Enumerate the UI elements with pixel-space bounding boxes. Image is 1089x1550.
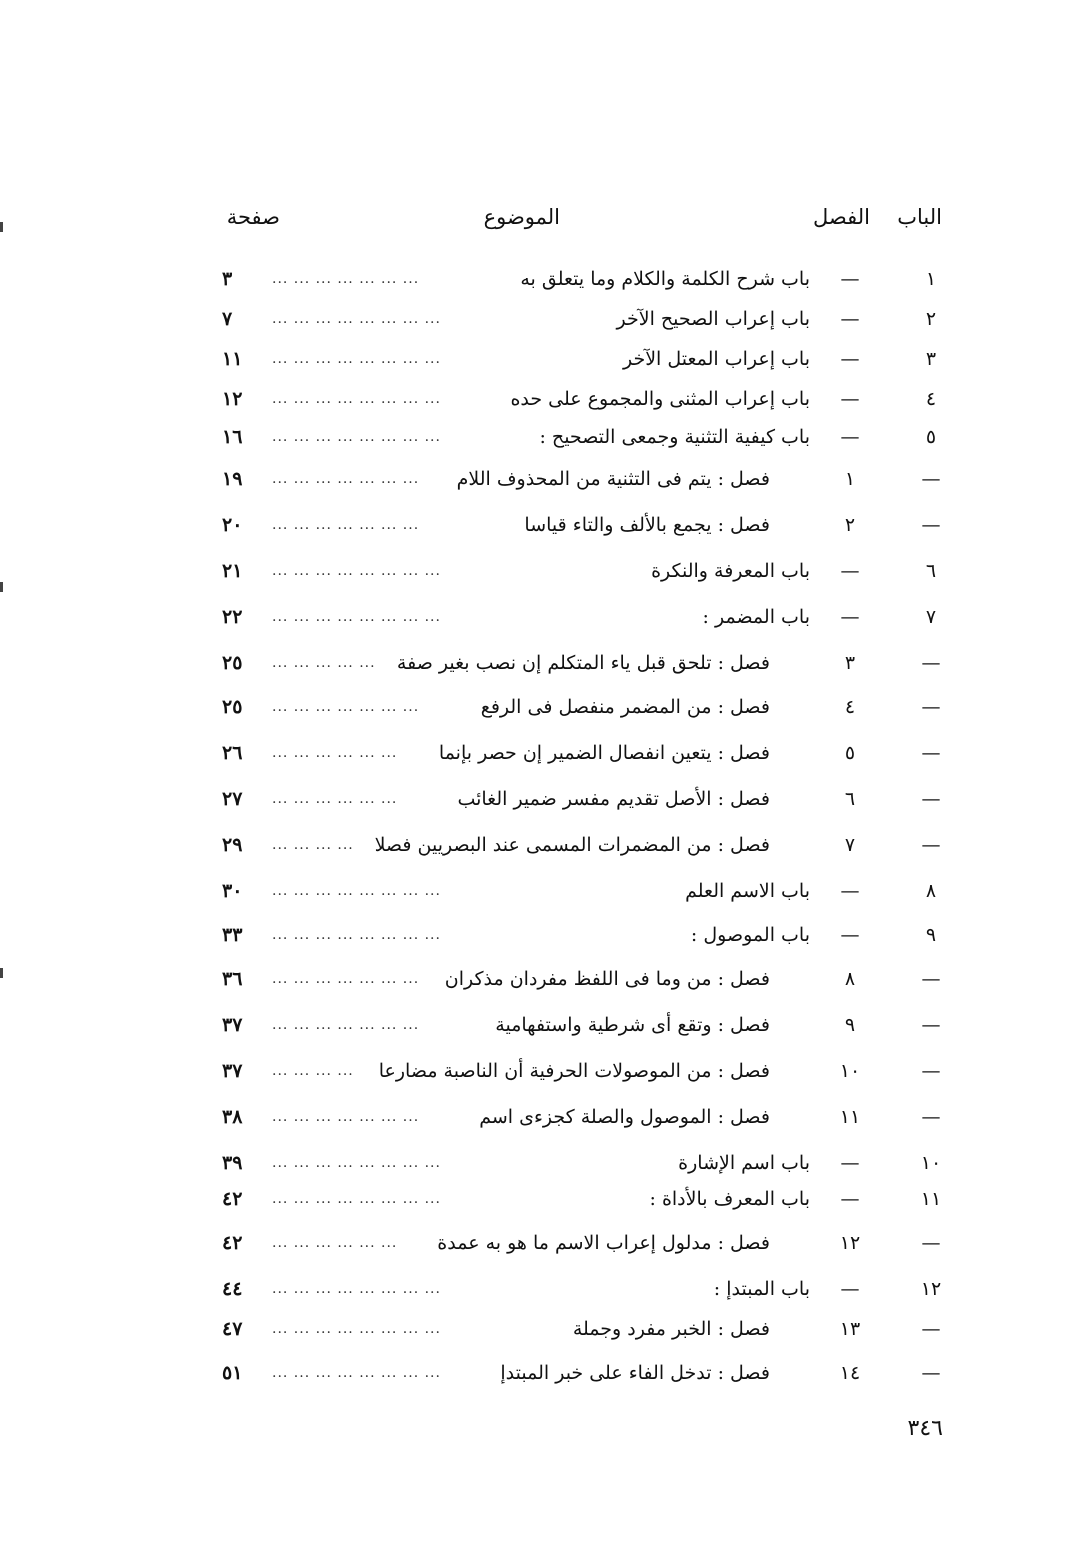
toc-row-fasl [220, 1008, 950, 1042]
row-page-number: ٣٠ [222, 880, 243, 902]
row-fasl-number: ١١ [839, 1106, 861, 1128]
row-leader-dots: ... ... ... ... ... ... ... ... [272, 351, 441, 367]
row-fasl-number: — [840, 924, 860, 946]
header-fasl: الفصل [813, 205, 870, 229]
toc-row-fasl [220, 1312, 950, 1346]
row-page-number: ٢١ [222, 560, 243, 582]
row-bab-number: ١ [925, 268, 937, 290]
row-leader-dots: ... ... ... ... [272, 1063, 354, 1079]
row-leader-dots: ... ... ... ... ... ... ... ... [272, 1365, 441, 1381]
row-leader-dots: ... ... ... ... ... ... ... ... [272, 391, 441, 407]
toc-row-bab [220, 874, 950, 908]
toc-row-bab [220, 382, 950, 416]
toc-row-fasl [220, 646, 950, 680]
row-fasl-number: ٤ [844, 696, 856, 718]
row-page-number: ٢٦ [222, 742, 243, 764]
row-title: فصل : من المضمر منفصل فى الرفع [480, 696, 770, 718]
row-page-number: ١٩ [222, 468, 243, 490]
row-title: فصل : الموصول والصلة كجزءى اسم [479, 1106, 770, 1128]
row-page-number: ٢٥ [222, 652, 243, 674]
row-fasl-number: ١ [844, 468, 856, 490]
toc-row-fasl [220, 1226, 950, 1260]
row-bab-number: — [921, 652, 941, 674]
row-fasl-number: — [840, 606, 860, 628]
row-title: فصل : يتم فى التثنية من المحذوف اللام [456, 468, 770, 490]
row-leader-dots: ... ... ... ... ... ... ... ... [272, 1191, 441, 1207]
row-page-number: ٣٦ [222, 968, 243, 990]
row-bab-number: ٤ [925, 388, 937, 410]
row-fasl-number: — [840, 560, 860, 582]
row-fasl-number: — [840, 880, 860, 902]
row-page-number: ٢٥ [222, 696, 243, 718]
row-leader-dots: ... ... ... ... ... ... ... [272, 271, 420, 287]
row-title: باب شرح الكلمة والكلام وما يتعلق به [520, 268, 810, 290]
row-bab-number: ٩ [925, 924, 937, 946]
toc-row-fasl [220, 1356, 950, 1390]
row-bab-number: ٦ [925, 560, 937, 582]
toc-row-fasl [220, 962, 950, 996]
row-page-number: ٣٩ [222, 1152, 243, 1174]
row-bab-number: — [921, 834, 941, 856]
row-fasl-number: ١٢ [839, 1232, 861, 1254]
row-bab-number: — [921, 1106, 941, 1128]
row-page-number: ٣٣ [222, 924, 243, 946]
header-page: صفحة [226, 205, 280, 229]
row-leader-dots: ... ... ... ... ... ... ... ... [272, 883, 441, 899]
row-bab-number: — [921, 1014, 941, 1036]
row-title: فصل : وتقع أى شرطية واستفهامية [495, 1014, 770, 1036]
row-title: فصل : مدلول إعراب الاسم ما هو به عمدة [437, 1232, 770, 1254]
row-leader-dots: ... ... ... ... ... ... ... ... [272, 429, 441, 445]
row-title: فصل : يتعين انفصال الضمير إن حصر بإنما [438, 742, 770, 764]
toc-row-fasl [220, 828, 950, 862]
row-leader-dots: ... ... ... ... ... ... ... [272, 971, 420, 987]
row-leader-dots: ... ... ... ... ... ... [272, 1235, 398, 1251]
toc-row-bab [220, 1272, 950, 1306]
row-fasl-number: — [840, 1278, 860, 1300]
row-title: باب الموصول : [690, 924, 810, 946]
toc-row-bab [220, 1146, 950, 1180]
row-leader-dots: ... ... ... ... ... ... ... ... [272, 1155, 441, 1171]
row-title: فصل : تدخل الفاء على خبر المبتدإ [500, 1362, 770, 1384]
row-title: باب المعرفة والنكرة [651, 560, 810, 582]
row-title: باب اسم الإشارة [678, 1152, 810, 1174]
row-page-number: ٣٧ [222, 1060, 243, 1082]
row-title: باب المعرف بالأداة : [649, 1188, 810, 1210]
row-fasl-number: ١٤ [839, 1362, 861, 1384]
toc-row-fasl [220, 462, 950, 496]
row-title: باب المبتدإ : [713, 1278, 810, 1300]
row-title: فصل : الأصل تقديم مفسر ضمير الغائب [457, 788, 770, 810]
row-leader-dots: ... ... ... ... ... ... ... ... [272, 1321, 441, 1337]
toc-row-bab [220, 302, 950, 336]
row-page-number: ٥١ [222, 1362, 243, 1384]
row-title: فصل : الخبر مفرد وجملة [572, 1318, 770, 1340]
toc-row-fasl [220, 690, 950, 724]
row-page-number: ٤٢ [222, 1232, 243, 1254]
row-fasl-number: ٩ [844, 1014, 856, 1036]
row-bab-number: ٢ [925, 308, 937, 330]
row-leader-dots: ... ... ... ... ... ... ... ... [272, 563, 441, 579]
row-fasl-number: ٦ [844, 788, 856, 810]
row-title: باب الاسم العلم [685, 880, 810, 902]
toc-row-fasl [220, 736, 950, 770]
row-page-number: ٤٤ [222, 1278, 243, 1300]
row-fasl-number: ٥ [844, 742, 856, 764]
row-fasl-number: — [840, 1188, 860, 1210]
row-bab-number: ١١ [920, 1188, 942, 1210]
row-leader-dots: ... ... ... ... ... ... ... ... [272, 927, 441, 943]
row-leader-dots: ... ... ... ... ... ... ... [272, 471, 420, 487]
toc-row-bab [220, 1182, 950, 1216]
row-page-number: ٣٧ [222, 1014, 243, 1036]
row-title: باب إعراب المثنى والمجموع على حده [510, 388, 810, 410]
header-bab: الباب [897, 205, 942, 229]
row-page-number: ٢٩ [222, 834, 243, 856]
row-bab-number: ٧ [925, 606, 937, 628]
row-title: باب إعراب المعتل الآخر [622, 348, 810, 370]
row-bab-number: ١٢ [920, 1278, 942, 1300]
row-bab-number: ١٠ [920, 1152, 942, 1174]
row-title: فصل : من الموصولات الحرفية أن الناصبة مضارعا [378, 1060, 770, 1082]
row-bab-number: — [921, 514, 941, 536]
row-title: فصل : من وما فى اللفظ مفردان مذكران [444, 968, 770, 990]
row-fasl-number: ٨ [844, 968, 856, 990]
row-page-number: ١٢ [222, 388, 243, 410]
row-fasl-number: — [840, 308, 860, 330]
row-page-number: ١١ [222, 348, 243, 370]
toc-row-bab [220, 554, 950, 588]
row-leader-dots: ... ... ... ... ... ... ... ... [272, 1281, 441, 1297]
row-fasl-number: — [840, 1152, 860, 1174]
row-leader-dots: ... ... ... ... ... ... ... [272, 699, 420, 715]
row-page-number: ٢٠ [222, 514, 243, 536]
row-leader-dots: ... ... ... ... ... ... ... [272, 1109, 420, 1125]
row-leader-dots: ... ... ... ... ... ... [272, 745, 398, 761]
row-fasl-number: ٣ [844, 652, 856, 674]
header-topic: الموضوع [483, 205, 560, 229]
row-fasl-number: — [840, 426, 860, 448]
toc-row-fasl [220, 1054, 950, 1088]
toc-row-fasl [220, 508, 950, 542]
row-title: باب كيفية التثنية وجمعى التصحيح : [539, 426, 810, 448]
row-page-number: ٢٧ [222, 788, 243, 810]
row-leader-dots: ... ... ... ... ... ... ... [272, 1017, 420, 1033]
row-fasl-number: ١٣ [839, 1318, 861, 1340]
row-bab-number: — [921, 696, 941, 718]
row-leader-dots: ... ... ... ... ... ... ... [272, 517, 420, 533]
row-page-number: ٧ [222, 308, 233, 330]
row-fasl-number: ١٠ [839, 1060, 861, 1082]
row-bab-number: ٥ [925, 426, 937, 448]
row-leader-dots: ... ... ... ... ... ... [272, 791, 398, 807]
row-bab-number: — [921, 1362, 941, 1384]
row-bab-number: — [921, 788, 941, 810]
toc-row-fasl [220, 782, 950, 816]
row-leader-dots: ... ... ... ... [272, 837, 354, 853]
row-page-number: ٤٢ [222, 1188, 243, 1210]
row-fasl-number: — [840, 268, 860, 290]
row-title: فصل : تلحق قبل ياء المتكلم إن نصب بغير صفة [396, 652, 770, 674]
row-fasl-number: — [840, 348, 860, 370]
toc-row-bab [220, 342, 950, 376]
row-bab-number: — [921, 468, 941, 490]
row-title: فصل : من المضمرات المسمى عند البصريين فصلا [374, 834, 770, 856]
row-bab-number: — [921, 968, 941, 990]
toc-row-fasl [220, 1100, 950, 1134]
row-page-number: ٤٧ [222, 1318, 243, 1340]
row-bab-number: — [921, 742, 941, 764]
row-fasl-number: ٢ [844, 514, 856, 536]
toc-row-bab [220, 918, 950, 952]
row-title: باب المضمر : [702, 606, 810, 628]
row-bab-number: ٨ [925, 880, 937, 902]
row-bab-number: ٣ [925, 348, 937, 370]
row-page-number: ٢٢ [222, 606, 243, 628]
toc-row-bab [220, 420, 950, 454]
row-page-number: ٣ [222, 268, 233, 290]
row-bab-number: — [921, 1060, 941, 1082]
row-leader-dots: ... ... ... ... ... ... ... ... [272, 609, 441, 625]
row-fasl-number: — [840, 388, 860, 410]
toc-row-bab [220, 600, 950, 634]
row-leader-dots: ... ... ... ... ... [272, 655, 376, 671]
row-page-number: ١٦ [222, 426, 243, 448]
row-title: فصل : يجمع بالألف والتاء قياسا [524, 514, 770, 536]
row-page-number: ٣٨ [222, 1106, 243, 1128]
row-title: باب إعراب الصحيح الآخر [616, 308, 810, 330]
toc-row-bab [220, 262, 950, 296]
row-fasl-number: ٧ [844, 834, 856, 856]
row-bab-number: — [921, 1232, 941, 1254]
row-bab-number: — [921, 1318, 941, 1340]
page-number: ٣٤٦ [907, 1416, 943, 1441]
row-leader-dots: ... ... ... ... ... ... ... ... [272, 311, 441, 327]
